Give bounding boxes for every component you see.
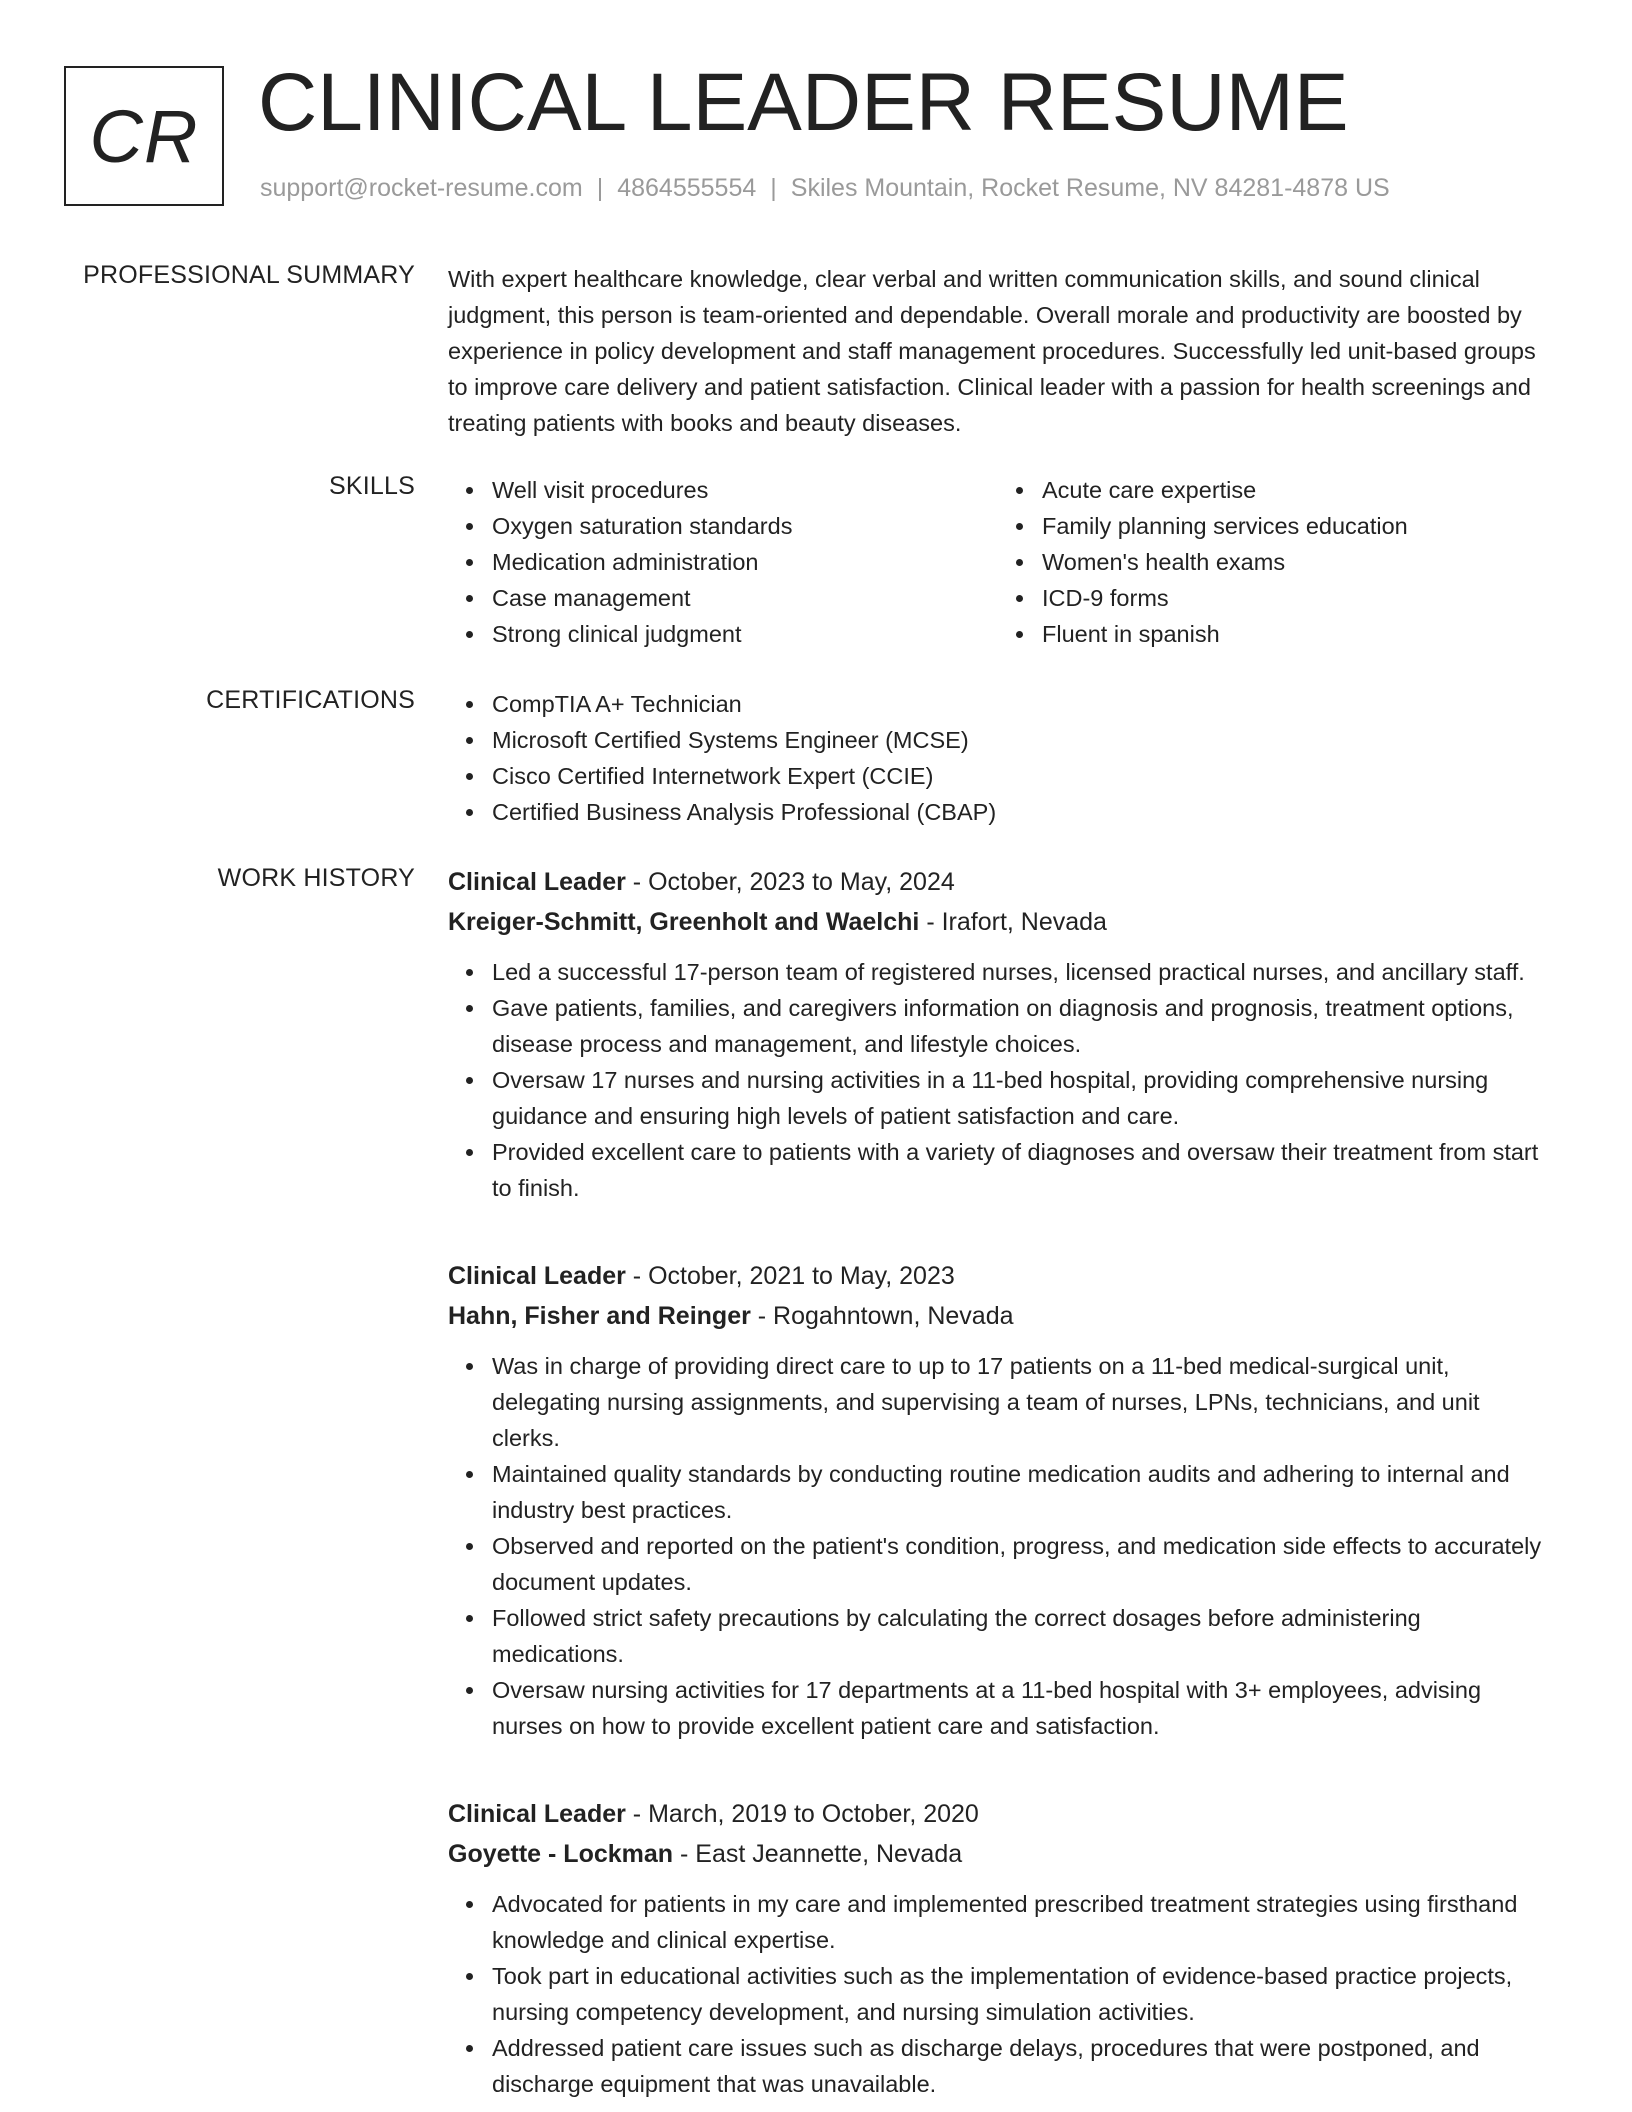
- job-bullet: Was in charge of providing direct care to up to 17 patients on a 11-bed medical-surgical unit, delegating nursing assignments, and supervising a team of nurses, LPNs, technicians, and unit clerks.: [492, 1348, 1553, 1456]
- job-bullet-list: [448, 1348, 1553, 1744]
- section-heading-summary: PROFESSIONAL SUMMARY: [83, 261, 415, 289]
- skill-item: Case management: [492, 580, 998, 616]
- job-dates: - October, 2023 to May, 2024: [625, 868, 955, 896]
- contact-address: Skiles Mountain, Rocket Resume, NV 84281-4878 US: [790, 174, 1390, 202]
- monogram-badge: CR: [64, 66, 224, 206]
- job-bullet: Oversaw nursing activities for 17 departments at a 11-bed hospital with 3+ employees, advising nurses on how to provide excellent patient care and satisfaction.: [492, 1672, 1553, 1744]
- skills-body: [448, 472, 1553, 652]
- skill-item: Oxygen saturation standards: [492, 508, 998, 544]
- job-title: Clinical Leader: [448, 1800, 626, 1828]
- job-bullet: Gave patients, families, and caregivers information on diagnosis and prognosis, treatment options, disease process and management, and lifestyle choices.: [492, 990, 1553, 1062]
- skill-item: Fluent in spanish: [1042, 616, 1548, 652]
- job-entry: [448, 1794, 1553, 2102]
- job-company: Goyette - Lockman: [448, 1840, 674, 1868]
- job-entry: [448, 1256, 1553, 1744]
- certification-item: Microsoft Certified Systems Engineer (MCSE): [492, 722, 1553, 758]
- skill-item: Acute care expertise: [1042, 472, 1548, 508]
- job-bullet: Provided excellent care to patients with a variety of diagnoses and oversaw their treatment from start to finish.: [492, 1134, 1553, 1206]
- skill-item: ICD-9 forms: [1042, 580, 1548, 616]
- skill-item: Family planning services education: [1042, 508, 1548, 544]
- job-title-line: [448, 862, 1553, 902]
- certifications-list: [448, 686, 1553, 830]
- skill-item: Strong clinical judgment: [492, 616, 998, 652]
- job-company-line: [448, 1834, 1553, 1874]
- job-bullet: Oversaw 17 nurses and nursing activities in a 11-bed hospital, providing comprehensive nursing guidance and ensuring high levels of patient satisfaction and care.: [492, 1062, 1553, 1134]
- skills-list-left: [448, 472, 998, 652]
- summary-text: With expert healthcare knowledge, clear verbal and written communication skills, and sound clinical judgment, this person is team-oriented and dependable. Overall morale and productivity are boosted by experience in policy development and staff management procedures. Successfully led unit-based groups to improve care delivery and patient satisfaction. Clinical leader with a passion for health screenings and treating patients with books and beauty diseases.: [448, 266, 1536, 436]
- skills-grid: [448, 472, 1553, 652]
- job-title-line: [448, 1794, 1553, 1834]
- section-heading-certifications: CERTIFICATIONS: [206, 686, 415, 714]
- skills-list-right: [998, 472, 1548, 652]
- job-entry: [448, 862, 1553, 1206]
- contact-line: [260, 174, 1390, 203]
- job-title: Clinical Leader: [448, 868, 626, 896]
- certification-item: CompTIA A+ Technician: [492, 686, 1553, 722]
- job-dates: - March, 2019 to October, 2020: [625, 1800, 979, 1828]
- section-heading-work-history: WORK HISTORY: [217, 864, 415, 892]
- job-location: - Rogahntown, Nevada: [750, 1302, 1014, 1330]
- job-bullet: Advocated for patients in my care and implemented prescribed treatment strategies using firsthand knowledge and clinical expertise.: [492, 1886, 1553, 1958]
- contact-phone: 4864555554: [617, 174, 757, 202]
- job-bullet-list: [448, 954, 1553, 1206]
- contact-separator: |: [770, 174, 777, 202]
- resume-title: CLINICAL LEADER RESUME: [258, 57, 1349, 148]
- job-company-line: [448, 902, 1553, 942]
- certifications-body: [448, 686, 1553, 830]
- certification-item: Cisco Certified Internetwork Expert (CCIE): [492, 758, 1553, 794]
- job-bullet: Followed strict safety precautions by calculating the correct dosages before administering medications.: [492, 1600, 1553, 1672]
- job-company: Hahn, Fisher and Reinger: [448, 1302, 751, 1330]
- job-company: Kreiger-Schmitt, Greenholt and Waelchi: [448, 908, 920, 936]
- job-bullet: Led a successful 17-person team of registered nurses, licensed practical nurses, and ancillary staff.: [492, 954, 1553, 990]
- job-bullet: Observed and reported on the patient's condition, progress, and medication side effects to accurately document updates.: [492, 1528, 1553, 1600]
- skills-column-left: [448, 472, 998, 652]
- skill-item: Medication administration: [492, 544, 998, 580]
- work-history-body: [448, 862, 1553, 2102]
- skill-item: Women's health exams: [1042, 544, 1548, 580]
- job-company-line: [448, 1296, 1553, 1336]
- job-bullet: Took part in educational activities such as the implementation of evidence-based practice projects, nursing competency development, and nursing simulation activities.: [492, 1958, 1553, 2030]
- certification-item: Certified Business Analysis Professional (CBAP): [492, 794, 1553, 830]
- job-title: Clinical Leader: [448, 1262, 626, 1290]
- contact-email[interactable]: support@rocket-resume.com: [260, 174, 583, 202]
- job-dates: - October, 2021 to May, 2023: [625, 1262, 955, 1290]
- job-bullet-list: [448, 1886, 1553, 2102]
- skills-column-right: [998, 472, 1548, 652]
- job-bullet: Addressed patient care issues such as discharge delays, procedures that were postponed, and discharge equipment that was unavailable.: [492, 2030, 1553, 2102]
- job-location: - Irafort, Nevada: [919, 908, 1107, 936]
- skill-item: Well visit procedures: [492, 472, 998, 508]
- job-bullet: Maintained quality standards by conducting routine medication audits and adhering to internal and industry best practices.: [492, 1456, 1553, 1528]
- contact-separator: |: [596, 174, 604, 202]
- job-title-line: [448, 1256, 1553, 1296]
- section-heading-skills: SKILLS: [329, 472, 415, 500]
- job-location: - East Jeannette, Nevada: [673, 1840, 963, 1868]
- summary-body: [448, 261, 1553, 441]
